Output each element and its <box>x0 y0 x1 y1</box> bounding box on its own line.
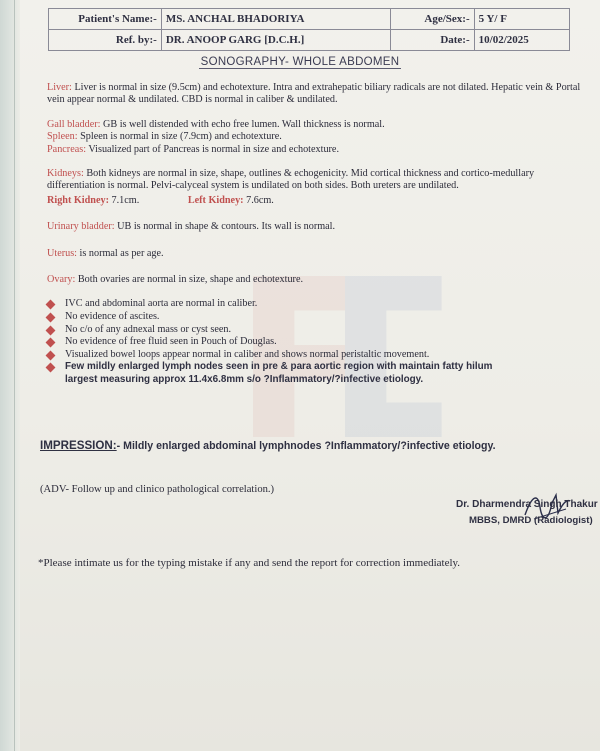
uterus-finding: Uterus: is normal as per age. <box>47 247 164 259</box>
doctor-name: Dr. Dharmendra Singh Thakur <box>456 499 598 510</box>
impression-text: - Mildly enlarged abdominal lymphnodes ?Inflammatory/?infective etiology. <box>116 440 496 452</box>
bullet-icon <box>46 363 56 373</box>
report-title: SONOGRAPHY- WHOLE ABDOMEN <box>200 56 400 68</box>
list-item: No c/o of any adnexal mass or cyst seen. <box>65 324 600 337</box>
date-value: 10/02/2025 <box>474 30 569 51</box>
list-item: IVC and abdominal aorta are normal in caliber. <box>65 298 600 311</box>
bullet-icon <box>46 313 56 323</box>
liver-finding: Liver: Liver is normal in size (9.5cm) and echotexture. Intra and extrahepatic biliary radicals are not dilated. Hepatic vein & Portal vein appear normal & undilated. CBD is normal in caliber & undilated. <box>47 82 581 106</box>
file-binder-edge <box>0 0 20 751</box>
spleen-finding: Spleen: Spleen is normal in size (7.9cm) and echotexture. <box>47 131 282 143</box>
gallbladder-finding: Gall bladder: GB is well distended with echo free lumen. Wall thickness is normal. <box>47 118 385 130</box>
referred-by-label: Ref. by:- <box>49 30 162 51</box>
impression <box>40 439 600 452</box>
kidney-measurements <box>47 195 587 207</box>
ovary-finding: Ovary: Both ovaries are normal in size, shape and echotexture. <box>47 274 304 286</box>
age-sex-value: 5 Y/ F <box>474 9 569 30</box>
list-item: No evidence of free fluid seen in Pouch of Douglas. <box>65 336 600 349</box>
bullet-icon <box>46 338 56 348</box>
bullet-icon <box>46 350 56 360</box>
left-kidney-value: 7.6cm. <box>243 194 274 206</box>
left-kidney-label: Left Kidney: <box>187 194 244 206</box>
referred-by-value: DR. ANOOP GARG [D.C.H.] <box>161 30 390 51</box>
list-item: No evidence of ascites. <box>65 311 600 324</box>
footer-note: *Please intimate us for the typing mistake if any and send the report for correction immediately. <box>38 557 461 569</box>
age-sex-label: Age/Sex:- <box>391 9 475 30</box>
right-kidney-label: Right Kidney: <box>47 194 109 206</box>
impression-label: IMPRESSION: <box>40 439 117 452</box>
right-kidney-value: 7.1cm. <box>108 194 140 206</box>
patient-name-label: Patient's Name:- <box>49 9 162 30</box>
date-label: Date:- <box>391 30 475 51</box>
pancreas-finding: Pancreas: Visualized part of Pancreas is normal in size and echotexture. <box>47 143 339 155</box>
bullet-findings-list <box>47 298 600 386</box>
doctor-degree: MBBS, DMRD (Radiologist) <box>469 515 593 526</box>
patient-name-value: MS. ANCHAL BHADORIYA <box>161 9 390 30</box>
patient-info-table <box>48 8 570 51</box>
advice-text: (ADV- Follow up and clinico pathological correlation.) <box>40 484 275 495</box>
bullet-icon <box>46 300 56 310</box>
urinary-bladder-finding: Urinary bladder: UB is normal in shape & contours. Its wall is normal. <box>47 221 336 233</box>
list-item: Visualized bowel loops appear normal in caliber and shows normal peristaltic movement. <box>65 349 600 362</box>
findings-section <box>47 82 587 387</box>
list-item-lymph-nodes: Few mildly enlarged lymph nodes seen in pre & para aortic region with maintain fatty hilum <box>65 361 600 374</box>
bullet-icon <box>46 325 56 335</box>
kidneys-finding: Kidneys: Both kidneys are normal in size, shape, outlines & echogenicity. Mid cortical thickness and cortico-medullary differentiation is normal. Pelvi-calyceal system is undilated on both sides. Both ureters are undilated. <box>47 168 535 192</box>
list-item-lymph-nodes-cont: largest measuring approx 11.4x6.8mm s/o ?Inflammatory/?infective etiology. <box>65 374 424 386</box>
